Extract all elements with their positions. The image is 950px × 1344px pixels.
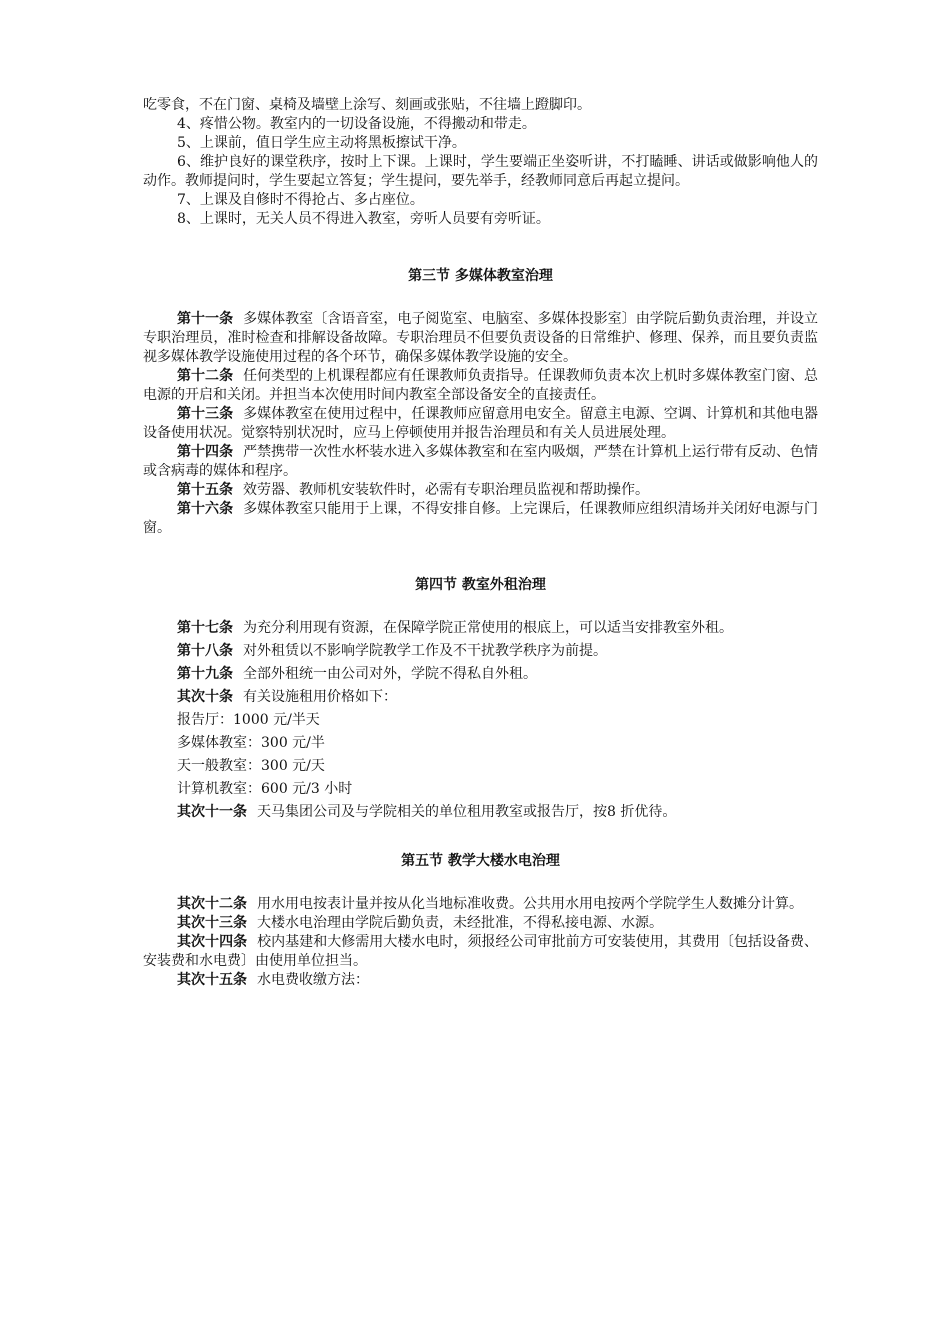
article-text: 水电费收缴方法： [257, 972, 369, 988]
article-14 [143, 443, 818, 481]
intro-rule-8: 8、上课时，无关人员不得进入教室，旁听人员要有旁听证。 [177, 211, 550, 227]
article-number: 第十八条 [177, 643, 233, 659]
article-text: 任何类型的上机课程都应有任课教师负责指导。任课教师负责本次上机时多媒体教室门窗、总电源的开启和关闭。并担当本次使用时间内教室全部设备安全的直接责任。 [143, 368, 819, 403]
article-20 [143, 688, 818, 707]
article-16 [143, 500, 818, 538]
article-text: 大楼水电治理由学院后勤负责，未经批准，不得私接电源、水源。 [257, 915, 663, 931]
article-text: 多媒体教室〔含语音室，电子阅览室、电脑室、多媒体投影室〕由学院后勤负责治理，并设立专职治理员，准时检查和排解设备故障。专职治理员不但要负责设备的日常维护、修理、保养，而且要负责监视多媒体教学设施使用过程的各个环节，确保多媒体教学设施的安全。 [143, 311, 819, 365]
price-item: 多媒体教室：300 元/半 [177, 735, 325, 751]
section-4-title: 第四节 教室外租治理 [415, 577, 546, 593]
section-5-title: 第五节 教学大楼水电治理 [401, 853, 560, 869]
article-21 [143, 803, 818, 822]
article-number: 第十一条 [177, 311, 234, 327]
article-number: 其次十三条 [177, 915, 247, 931]
article-13 [143, 405, 818, 443]
article-text: 全部外租统一由公司对外，学院不得私自外租。 [243, 666, 537, 682]
article-number: 第十四条 [177, 444, 234, 460]
article-number: 第十六条 [177, 501, 234, 517]
article-text: 效劳器、教师机安装软件时，必需有专职治理员监视和帮助操作。 [243, 482, 649, 498]
article-22 [143, 895, 818, 914]
article-11 [143, 310, 818, 367]
article-25 [143, 971, 818, 990]
article-12 [143, 367, 818, 405]
article-number: 其次十四条 [177, 934, 248, 950]
article-17 [143, 619, 818, 638]
article-number: 其次十五条 [177, 972, 247, 988]
article-text: 用水用电按表计量并按从化当地标准收费。公共用水用电按两个学院学生人数摊分计算。 [257, 896, 803, 912]
document-page [143, 96, 818, 990]
article-text: 天马集团公司及与学院相关的单位租用教室或报告厅，按8 折优待。 [257, 804, 677, 820]
intro-rule-4: 4、疼惜公物。教室内的一切设备设施，不得搬动和带走。 [177, 116, 536, 132]
article-number: 其次十条 [177, 689, 233, 705]
article-number: 第十二条 [177, 368, 234, 384]
article-number: 第十七条 [177, 620, 233, 636]
article-text: 多媒体教室只能用于上课，不得安排自修。上完课后，任课教师应组织清场并关闭好电源与门窗。 [143, 501, 819, 536]
price-item: 计算机教室：600 元/3 小时 [177, 781, 353, 797]
article-19 [143, 665, 818, 684]
article-15 [143, 481, 818, 500]
intro-rule-5: 5、上课前，值日学生应主动将黑板擦试干净。 [177, 135, 466, 151]
article-text: 多媒体教室在使用过程中，任课教师应留意用电安全。留意主电源、空调、计算机和其他电器设备使用状况。觉察特别状况时，应马上停顿使用并报告治理员和有关人员进展处理。 [143, 406, 819, 441]
article-number: 第十九条 [177, 666, 233, 682]
article-18 [143, 642, 818, 661]
price-item: 天一般教室：300 元/天 [177, 758, 325, 774]
article-text: 为充分利用现有资源，在保障学院正常使用的根底上，可以适当安排教室外租。 [243, 620, 733, 636]
article-text: 校内基建和大修需用大楼水电时，须报经公司审批前方可安装使用，其费用〔包括设备费、安装费和水电费〕由使用单位担当。 [143, 934, 819, 969]
article-number: 第十五条 [177, 482, 233, 498]
article-text: 有关设施租用价格如下： [243, 689, 397, 705]
intro-rule-continuation: 吃零食，不在门窗、桌椅及墙壁上涂写、刻画或张贴，不往墙上蹬脚印。 [143, 97, 591, 113]
article-number: 其次十一条 [177, 804, 247, 820]
article-24 [143, 933, 818, 971]
article-number: 其次十二条 [177, 896, 247, 912]
intro-rule-7: 7、上课及自修时不得抢占、多占座位。 [177, 192, 424, 208]
article-23 [143, 914, 818, 933]
section-3-title: 第三节 多媒体教室治理 [408, 268, 553, 284]
article-text: 严禁携带一次性水杯装水进入多媒体教室和在室内吸烟，严禁在计算机上运行带有反动、色情或含病毒的媒体和程序。 [143, 444, 819, 479]
intro-rule-6: 6、维护良好的课堂秩序，按时上下课。上课时，学生要端正坐姿听讲，不打瞌睡、讲话或做影响他人的动作。教师提问时，学生要起立答复；学生提问，要先举手，经教师同意后再起立提问。 [143, 154, 818, 189]
article-number: 第十三条 [177, 406, 234, 422]
article-text: 对外租赁以不影响学院教学工作及不干扰教学秩序为前提。 [243, 643, 607, 659]
price-item: 报告厅：1000 元/半天 [177, 712, 320, 728]
